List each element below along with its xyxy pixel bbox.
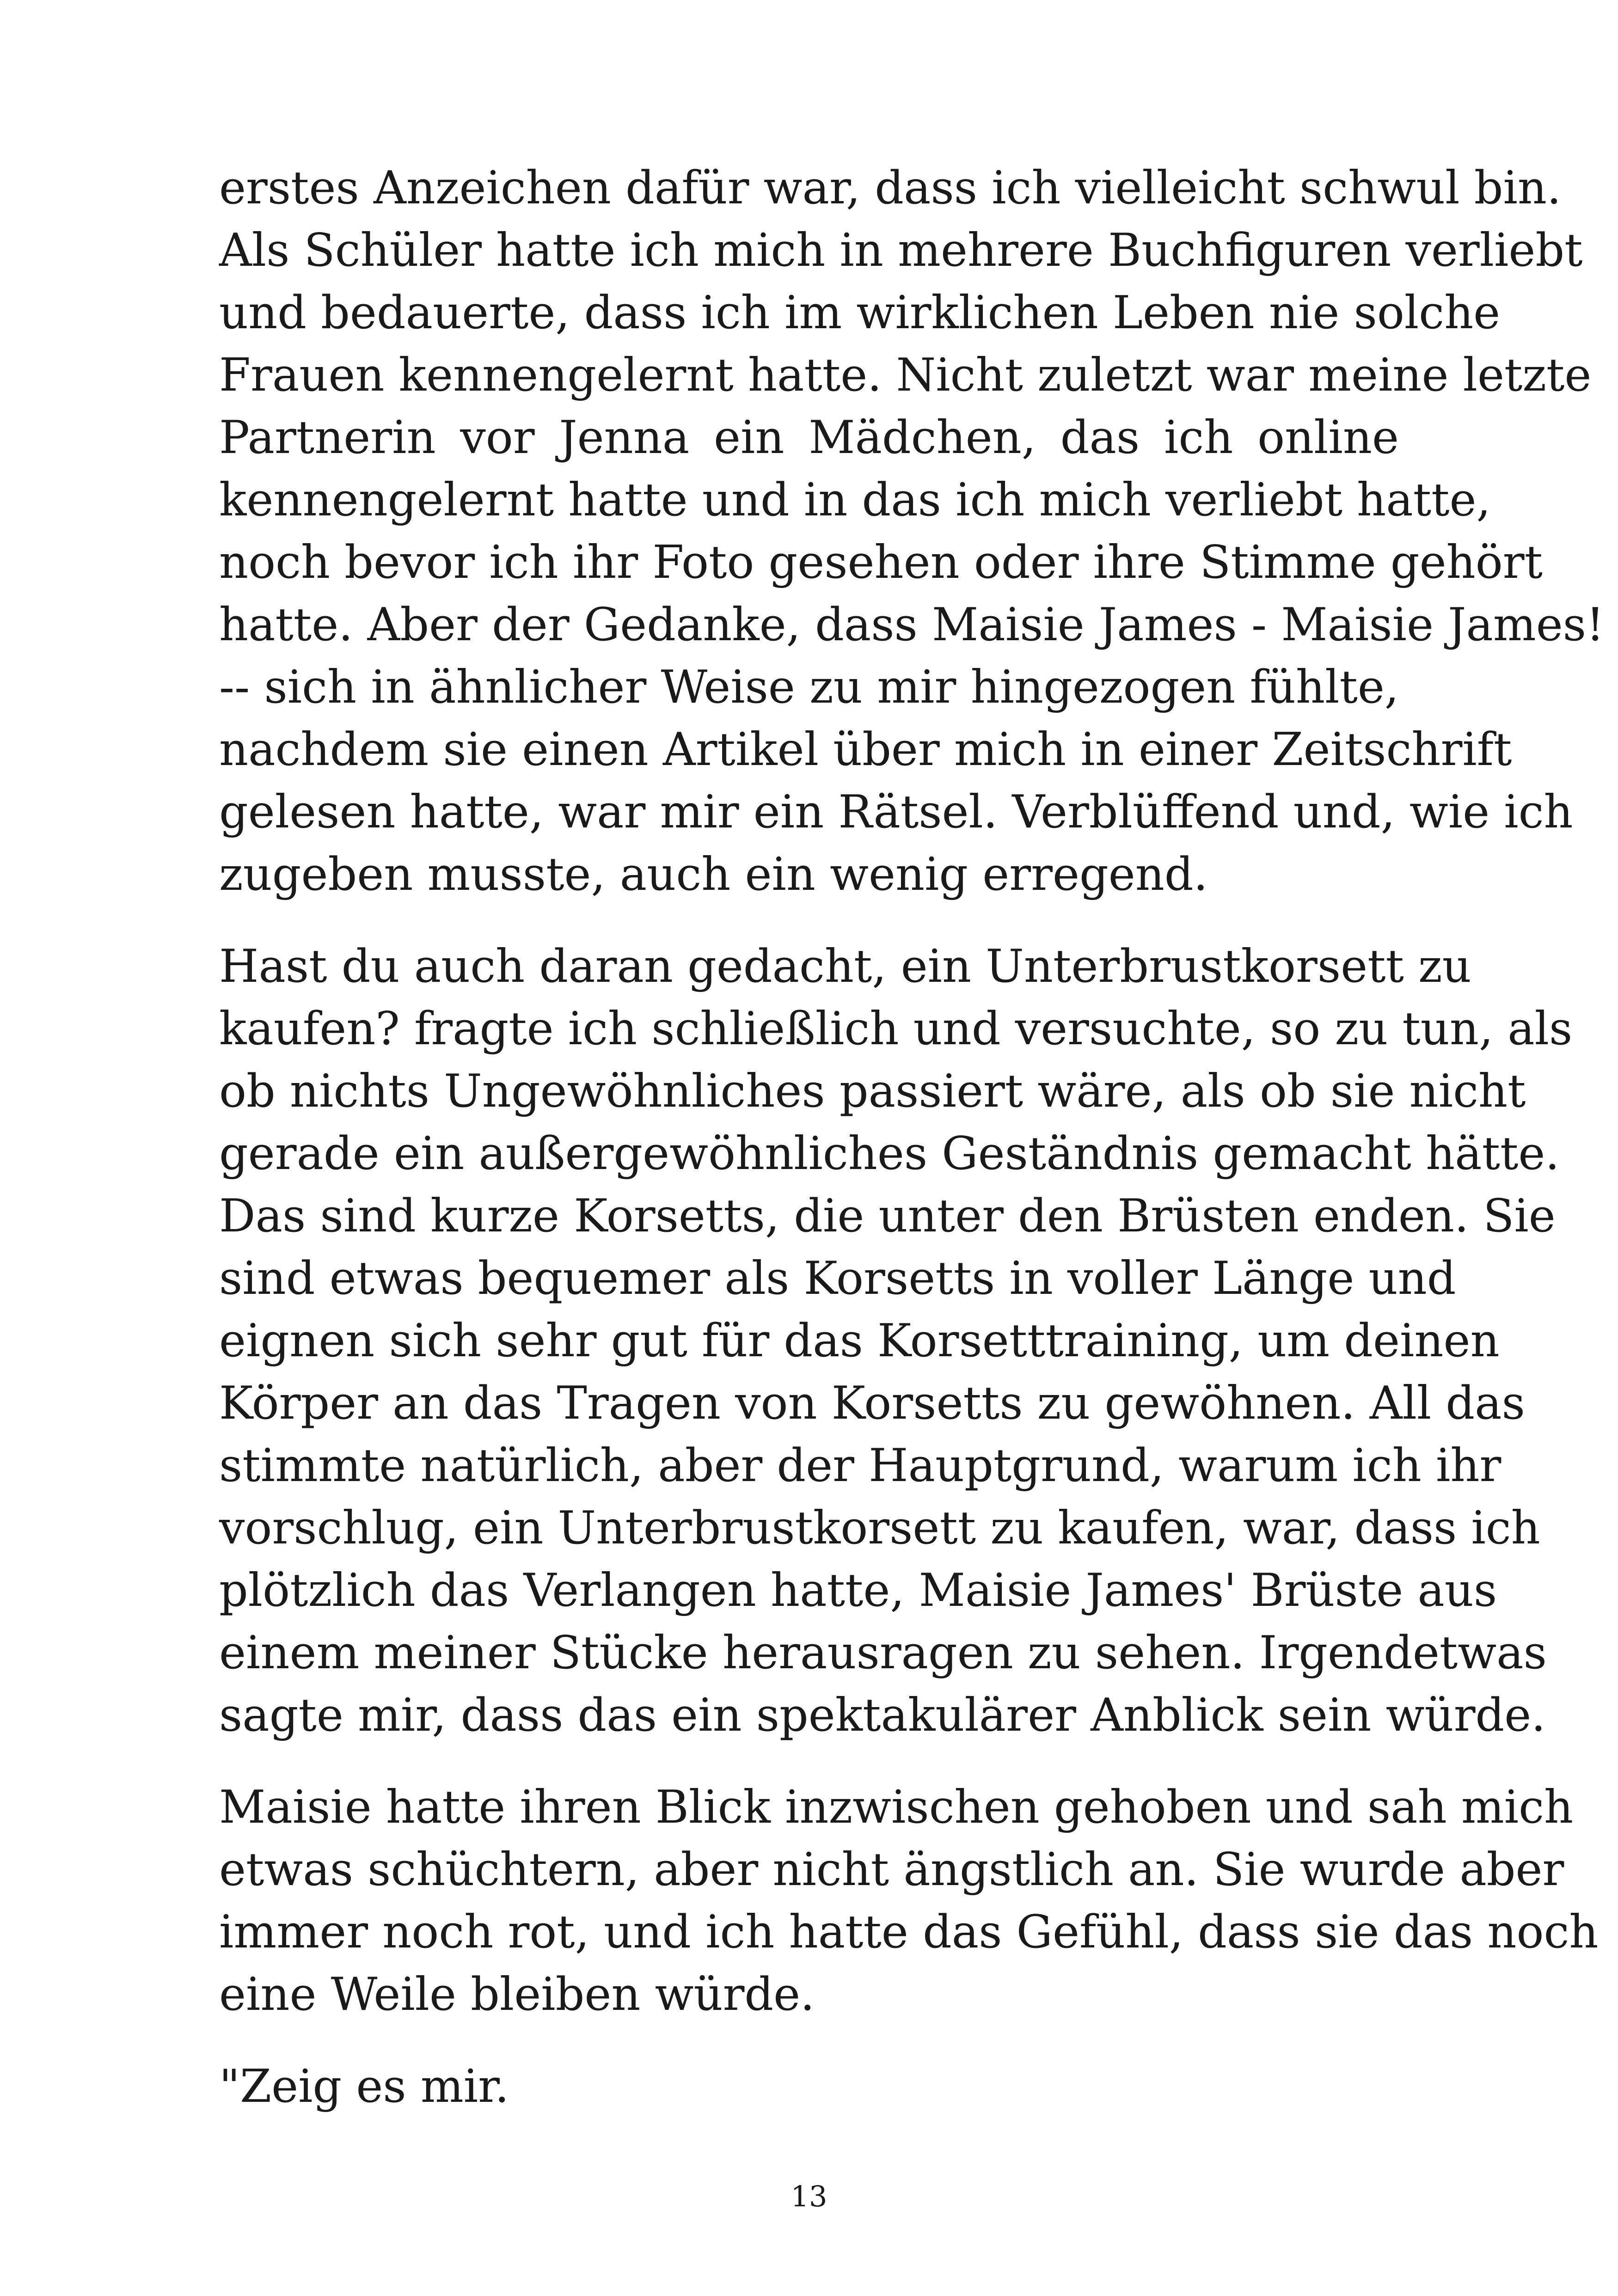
text-line: Hast du auch daran gedacht, ein Unterbrustkorsett zu — [219, 940, 1471, 993]
text-line: sind etwas bequemer als Korsetts in voller Länge und — [219, 1252, 1456, 1305]
paragraph-1 — [219, 157, 1605, 906]
text-line: kaufen? fragte ich schließlich und versuchte, so zu tun, als — [219, 1003, 1573, 1055]
text-line: gelesen hatte, war mir ein Rätsel. Verblüffend und, wie ich — [219, 786, 1573, 839]
text-line: zugeben musste, auch ein wenig erregend. — [219, 848, 1208, 901]
text-line: "Zeig es mir. — [219, 2060, 509, 2113]
text-line: vorschlug, ein Unterbrustkorsett zu kaufen, war, dass ich — [219, 1502, 1540, 1555]
text-line: Maisie hatte ihren Blick inzwischen gehoben und sah mich — [219, 1781, 1574, 1834]
text-line: plötzlich das Verlangen hatte, Maisie James' Brüste aus — [219, 1564, 1497, 1617]
text-line: und bedauerte, dass ich im wirklichen Leben nie solche — [219, 287, 1501, 339]
text-line: noch bevor ich ihr Foto gesehen oder ihre Stimme gehört — [219, 536, 1543, 589]
text-line: immer noch rot, und ich hatte das Gefühl, dass sie das noch — [219, 1906, 1599, 1959]
text-line: Als Schüler hatte ich mich in mehrere Buchfiguren verliebt — [219, 224, 1583, 277]
text-line: stimmte natürlich, aber der Hauptgrund, warum ich ihr — [219, 1439, 1502, 1492]
text-line: einem meiner Stücke herausragen zu sehen. Irgendetwas — [219, 1627, 1547, 1679]
text-line: kennengelernt hatte und in das ich mich verliebt hatte, — [219, 474, 1491, 527]
text-line: Das sind kurze Korsetts, die unter den Brüsten enden. Sie — [219, 1190, 1556, 1243]
text-line: Körper an das Tragen von Korsetts zu gewöhnen. All das — [219, 1377, 1525, 1430]
paragraph-4 — [219, 2056, 1399, 2118]
body-text — [219, 157, 1605, 2118]
paragraph-3 — [219, 1776, 1599, 2026]
text-line: hatte. Aber der Gedanke, dass Maisie James - Maisie James! — [219, 599, 1605, 651]
text-line: Partnerin vor Jenna ein Mädchen, das ich online — [219, 411, 1399, 464]
text-line: gerade ein außergewöhnliches Geständnis gemacht hätte. — [219, 1127, 1560, 1180]
text-line: etwas schüchtern, aber nicht ängstlich an. Sie wurde aber — [219, 1843, 1564, 1896]
text-line: ob nichts Ungewöhnliches passiert wäre, als ob sie nicht — [219, 1065, 1526, 1118]
text-line: eignen sich sehr gut für das Korsetttraining, um deinen — [219, 1315, 1500, 1367]
page-number: 13 — [791, 2180, 827, 2213]
text-line: Frauen kennengelernt hatte. Nicht zuletzt war meine letzte — [219, 349, 1592, 402]
paragraph-2 — [219, 936, 1573, 1747]
text-line: nachdem sie einen Artikel über mich in einer Zeitschrift — [219, 723, 1512, 776]
text-line: erstes Anzeichen dafür war, dass ich vielleicht schwul bin. — [219, 162, 1562, 214]
text-line: -- sich in ähnlicher Weise zu mir hingezogen fühlte, — [219, 661, 1399, 714]
text-line: sagte mir, dass das ein spektakulärer Anblick sein würde. — [219, 1689, 1546, 1742]
text-line: eine Weile bleiben würde. — [219, 1968, 815, 2021]
